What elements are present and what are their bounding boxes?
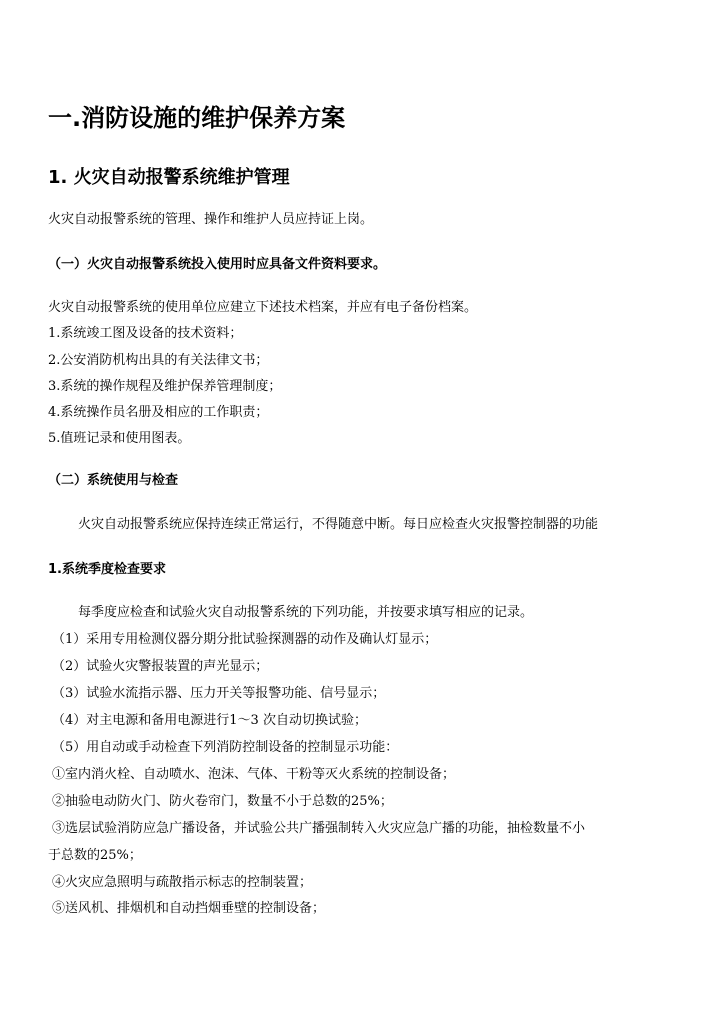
list-item: ④火灾应急照明与疏散指示标志的控制装置；: [52, 875, 313, 890]
list-item: （5）用自动或手动检查下列消防控制设备的控制显示功能：: [52, 740, 399, 755]
list-item: ②抽验电动防火门、防火卷帘门，数量不小于总数的25%；: [52, 794, 393, 809]
paragraph: 火灾自动报警系统的使用单位应建立下述技术档案，并应有电子备份档案。: [48, 300, 478, 315]
list-item: ③选层试验消防应急广播设备，并试验公共广播强制转入火灾应急广播的功能，抽检数量不小: [52, 821, 586, 836]
list-item: 5.值班记录和使用图表。: [48, 431, 191, 446]
list-item: 3.系统的操作规程及维护保养管理制度；: [48, 379, 282, 394]
page-title: 一.消防设施的维护保养方案: [48, 104, 346, 132]
list-item: （2）试验火灾警报装置的声光显示；: [52, 659, 269, 674]
paragraph: 火灾自动报警系统应保持连续正常运行，不得随意中断。每日应检查火灾报警控制器的功能: [78, 517, 599, 532]
section-heading: 1. 火灾自动报警系统维护管理: [48, 167, 290, 188]
list-item: 4.系统操作员名册及相应的工作职责；: [48, 405, 269, 420]
subsection-heading-3: 1.系统季度检查要求: [48, 562, 166, 577]
list-item: （1）采用专用检测仪器分期分批试验探测器的动作及确认灯显示；: [52, 632, 438, 647]
list-item: 1.系统竣工图及设备的技术资料；: [48, 326, 243, 341]
list-item: ①室内消火栓、自动喷水、泡沫、气体、干粉等灭火系统的控制设备；: [52, 767, 456, 782]
list-item: （4）对主电源和备用电源进行1～3 次自动切换试验；: [52, 713, 367, 728]
subsection-heading-2: （二）系统使用与检查: [48, 473, 179, 488]
list-item: 2.公安消防机构出具的有关法律文书；: [48, 353, 269, 368]
intro-paragraph: 火灾自动报警系统的管理、操作和维护人员应持证上岗。: [48, 212, 374, 227]
list-item-continuation: 于总数的25%；: [48, 848, 142, 863]
list-item: （3）试验水流指示器、压力开关等报警功能、信号显示；: [52, 686, 386, 701]
subsection-heading-1: （一）火灾自动报警系统投入使用时应具备文件资料要求。: [48, 257, 387, 272]
paragraph: 每季度应检查和试验火灾自动报警系统的下列功能，并按要求填写相应的记录。: [78, 605, 534, 620]
list-item: ⑤送风机、排烟机和自动挡烟垂壁的控制设备；: [52, 901, 326, 916]
